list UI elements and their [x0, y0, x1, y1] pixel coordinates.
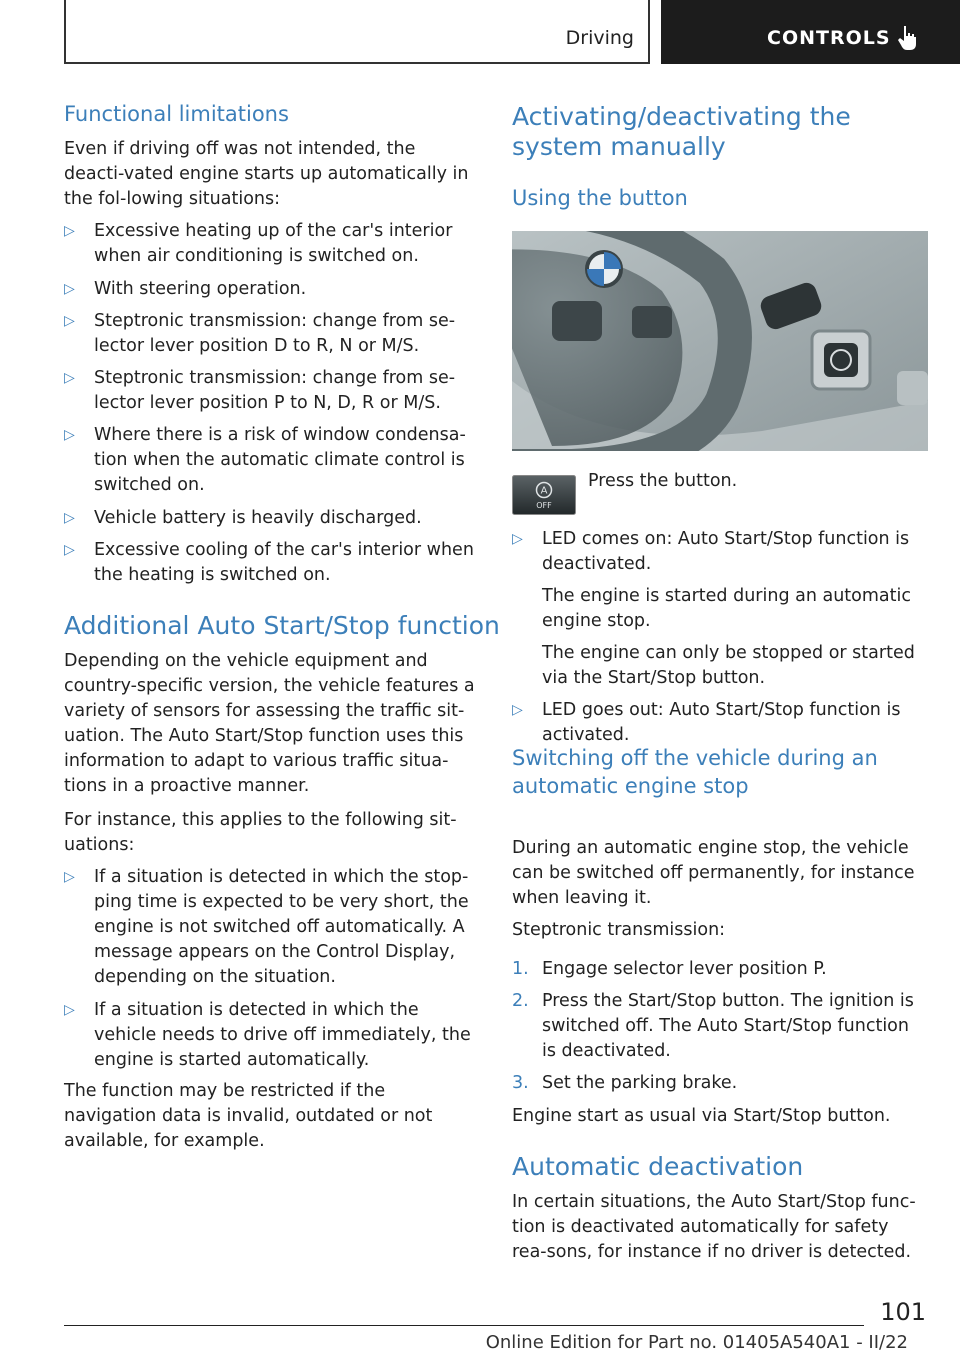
step-number: 1. [512, 959, 529, 979]
list-item-text: If a situation is detected in which the vehicle needs to drive off immediately, the engine is started automatically. [94, 1000, 471, 1070]
bullet-triangle-icon: ▷ [64, 1002, 75, 1018]
led-on-subtext-2: The engine can only be stopped or started via the Start/Stop button. [542, 643, 915, 688]
button-icon-label: OFF [536, 501, 552, 510]
steering-wheel-photo [512, 231, 928, 451]
bullet-triangle-icon: ▷ [64, 313, 75, 329]
list-item [64, 538, 480, 588]
page-number: 101 [880, 1298, 926, 1326]
svg-text:A: A [540, 485, 548, 497]
paragraph-restricted: The function may be restricted if the navigation data is invalid, outdated or not available, for example. [64, 1081, 433, 1151]
list-item [512, 1071, 928, 1096]
paragraph-engine-start: Engine start as usual via Start/Stop button. [512, 1106, 891, 1126]
list-item [512, 698, 928, 748]
header-chapter-box [661, 0, 960, 64]
press-button-instruction: Press the button. [588, 471, 738, 491]
heading-additional-auto-start-stop: Additional Auto Start/Stop function [64, 611, 500, 640]
bullet-triangle-icon: ▷ [64, 370, 75, 386]
list-item [512, 527, 928, 691]
list-item-text: Where there is a risk of window condensa‐tion when the automatic climate control is switched on. [94, 425, 466, 495]
step-text: Engage selector lever position P. [542, 959, 827, 979]
list-item-text: Excessive heating up of the car's interior when air conditioning is switched on. [94, 221, 453, 266]
step-number: 2. [512, 991, 529, 1011]
list-item [512, 989, 928, 1064]
list-item [64, 506, 480, 531]
bullet-triangle-icon: ▷ [64, 427, 75, 443]
bullet-triangle-icon: ▷ [512, 702, 523, 718]
led-off-text: LED goes out: Auto Start/Stop function is activated. [542, 700, 901, 745]
paragraph-switching: During an automatic engine stop, the vehicle can be switched off permanently, for instance when leaving it. [512, 838, 915, 908]
list-item [64, 366, 480, 416]
paragraph-steptronic: Steptronic transmission: [512, 920, 726, 940]
paragraph-functional: Even if driving off was not intended, the deacti‐vated engine starts up automatically in the fol‐lowing situations: [64, 139, 469, 209]
bullet-triangle-icon: ▷ [64, 869, 75, 885]
list-item [64, 277, 480, 302]
steering-wheel-illustration [512, 231, 928, 451]
list-item [64, 865, 480, 990]
bullet-triangle-icon: ▷ [64, 510, 75, 526]
list-item-text: With steering operation. [94, 279, 307, 299]
bullet-triangle-icon: ▷ [512, 531, 523, 547]
step-text: Press the Start/Stop button. The ignition is switched off. The Auto Start/Stop function is deactivated. [542, 991, 914, 1061]
list-item-text: If a situation is detected in which the stop‐ping time is expected to be very short, the engine is not switched off automatically. A message appears on the Control Display, depending on the situation. [94, 867, 469, 987]
header-section-box [64, 0, 650, 64]
auto-start-stop-button-icon [512, 475, 576, 515]
heading-using-the-button: Using the button [512, 186, 688, 210]
heading-activating-deactivating: Activating/deactivating the system manually [512, 102, 851, 161]
led-on-subtext-1: The engine is started during an automatic engine stop. [542, 586, 911, 631]
list-item [512, 957, 928, 982]
heading-functional-limitations: Functional limitations [64, 102, 289, 126]
list-item [64, 423, 480, 498]
list-item-text: Steptronic transmission: change from se‐lector lever position D to R, N or M/S. [94, 311, 456, 356]
bullet-triangle-icon: ▷ [64, 542, 75, 558]
paragraph-automatic: In certain situations, the Auto Start/Stop func‐tion is deactivated automatically for safety rea‐sons, for instance if no driver is detected. [512, 1192, 916, 1262]
list-item-text: Excessive cooling of the car's interior when the heating is switched on. [94, 540, 474, 585]
hand-pointer-icon [897, 24, 919, 52]
paragraph-for-instance: For instance, this applies to the following sit‐uations: [64, 810, 457, 855]
header-section-title: Driving [565, 27, 634, 49]
heading-automatic-deactivation: Automatic deactivation [512, 1152, 804, 1181]
bullet-triangle-icon: ▷ [64, 281, 75, 297]
step-text: Set the parking brake. [542, 1073, 738, 1093]
led-on-text: LED comes on: Auto Start/Stop function is deactivated. [542, 529, 910, 574]
list-item [64, 219, 480, 269]
list-item [64, 309, 480, 359]
list-item-text: Vehicle battery is heavily discharged. [94, 508, 422, 528]
step-number: 3. [512, 1073, 529, 1093]
bullet-triangle-icon: ▷ [64, 223, 75, 239]
list-item [64, 998, 480, 1073]
header-chapter-title: CONTROLS [767, 27, 891, 49]
paragraph-additional: Depending on the vehicle equipment and country-specific version, the vehicle features a variety of sensors for assessing the traffic sit‐uation. The Auto Start/Stop function uses this information to adapt to various traffic situa‐tions in a proactive manner. [64, 651, 475, 796]
list-item-text: Steptronic transmission: change from se‐lector lever position P to N, D, R or M/S. [94, 368, 456, 413]
footer-divider [64, 1325, 864, 1326]
heading-switching-off-vehicle: Switching off the vehicle during an automatic engine stop [512, 746, 878, 798]
footer-edition: Online Edition for Part no. 01405A540A1 - II/22 [485, 1332, 908, 1353]
